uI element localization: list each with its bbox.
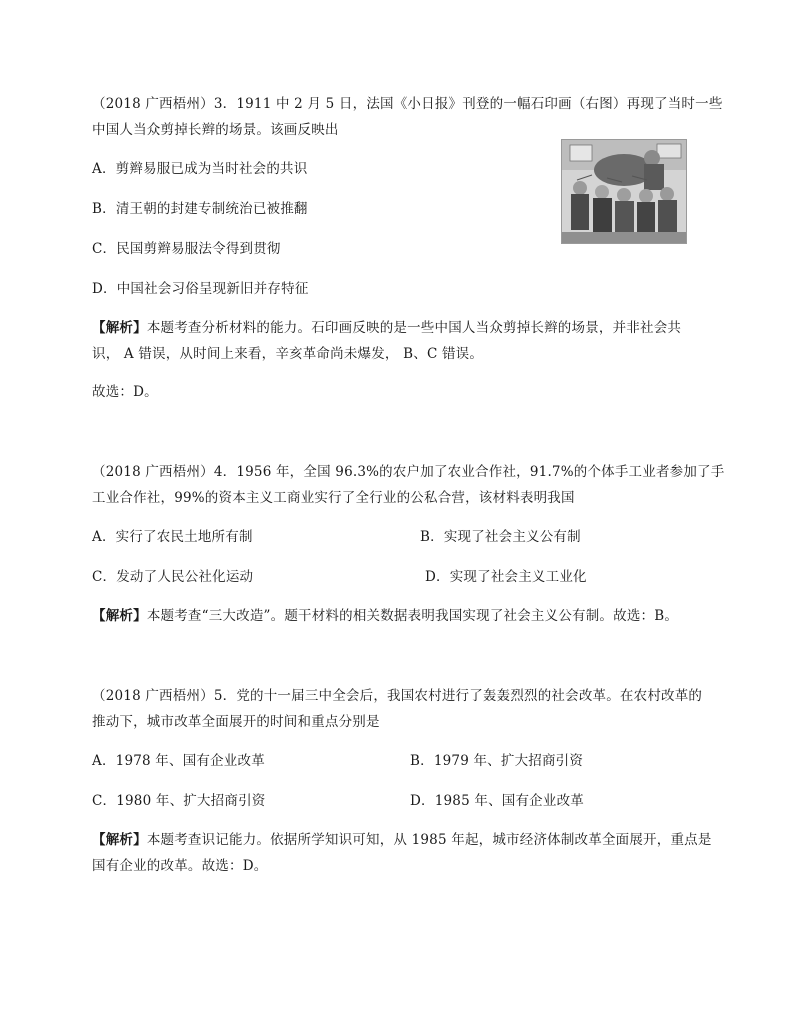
q4-option-c: C．发动了人民公社化运动 <box>92 569 254 585</box>
q4-option-a: A．实行了农民土地所有制 <box>92 529 253 545</box>
q3-stem-line-2: 中国人当众剪掉长辫的场景。该画反映出 <box>92 122 339 138</box>
q4-stem-line-1: （2018 广西梧州）4．1956 年，全国 96.3%的农户加了农业合作社，91.7%的个体手工业者参加了手 <box>92 464 725 480</box>
q5-analysis-line-1 <box>92 831 712 849</box>
q4-option-d: D．实现了社会主义工业化 <box>425 569 587 585</box>
q5-option-b: B．1979 年、扩大招商引资 <box>410 753 584 769</box>
lithograph-illustration <box>561 139 687 244</box>
analysis-label: 【解析】 <box>92 832 147 848</box>
q5-analysis-line-2: 国有企业的改革。故选：D。 <box>92 858 268 874</box>
q3-analysis-line-2: 识， A 错误，从时间上来看，辛亥革命尚未爆发， B、C 错误。 <box>92 346 484 362</box>
q3-analysis-text-1: 本题考查分析材料的能力。石印画反映的是一些中国人当众剪掉长辫的场景，并非社会共 <box>146 320 682 336</box>
analysis-label: 【解析】 <box>92 320 147 336</box>
q4-analysis-line-1 <box>92 607 678 625</box>
q5-stem-line-2: 推动下，城市改革全面展开的时间和重点分别是 <box>92 714 380 730</box>
q3-analysis-line-1 <box>92 319 681 337</box>
analysis-label: 【解析】 <box>92 608 147 624</box>
q3-stem-line-1: （2018 广西梧州）3．1911 中 2 月 5 日，法国《小日报》刊登的一幅石印画（右图）再现了当时一些 <box>92 96 723 112</box>
q5-analysis-text-1: 本题考查识记能力。依据所学知识可知，从 1985 年起，城市经济体制改革全面展开，重点是 <box>146 832 712 848</box>
q4-stem-line-2: 工业合作社，99%的资本主义工商业实行了全行业的公私合营，该材料表明我国 <box>92 490 575 506</box>
lithograph-drawing <box>562 140 686 243</box>
q4-option-b: B．实现了社会主义公有制 <box>420 529 581 545</box>
q3-answer: 故选：D。 <box>92 384 158 400</box>
q3-option-c: C．民国剪辫易服法令得到贯彻 <box>92 241 281 257</box>
q5-option-c: C．1980 年、扩大招商引资 <box>92 793 266 809</box>
q5-option-a: A．1978 年、国有企业改革 <box>92 753 265 769</box>
q3-option-d: D．中国社会习俗呈现新旧并存特征 <box>92 281 309 297</box>
q5-option-d: D．1985 年、国有企业改革 <box>410 793 584 809</box>
q3-option-a: A．剪辫易服已成为当时社会的共识 <box>92 161 308 177</box>
q4-analysis-text-1: 本题考查“三大改造”。题干材料的相关数据表明我国实现了社会主义公有制。故选：B。 <box>146 608 679 624</box>
q3-option-b: B．清王朝的封建专制统治已被推翻 <box>92 201 308 217</box>
q5-stem-line-1: （2018 广西梧州）5．党的十一届三中全会后，我国农村进行了轰轰烈烈的社会改革。在农村改革的 <box>92 688 703 704</box>
